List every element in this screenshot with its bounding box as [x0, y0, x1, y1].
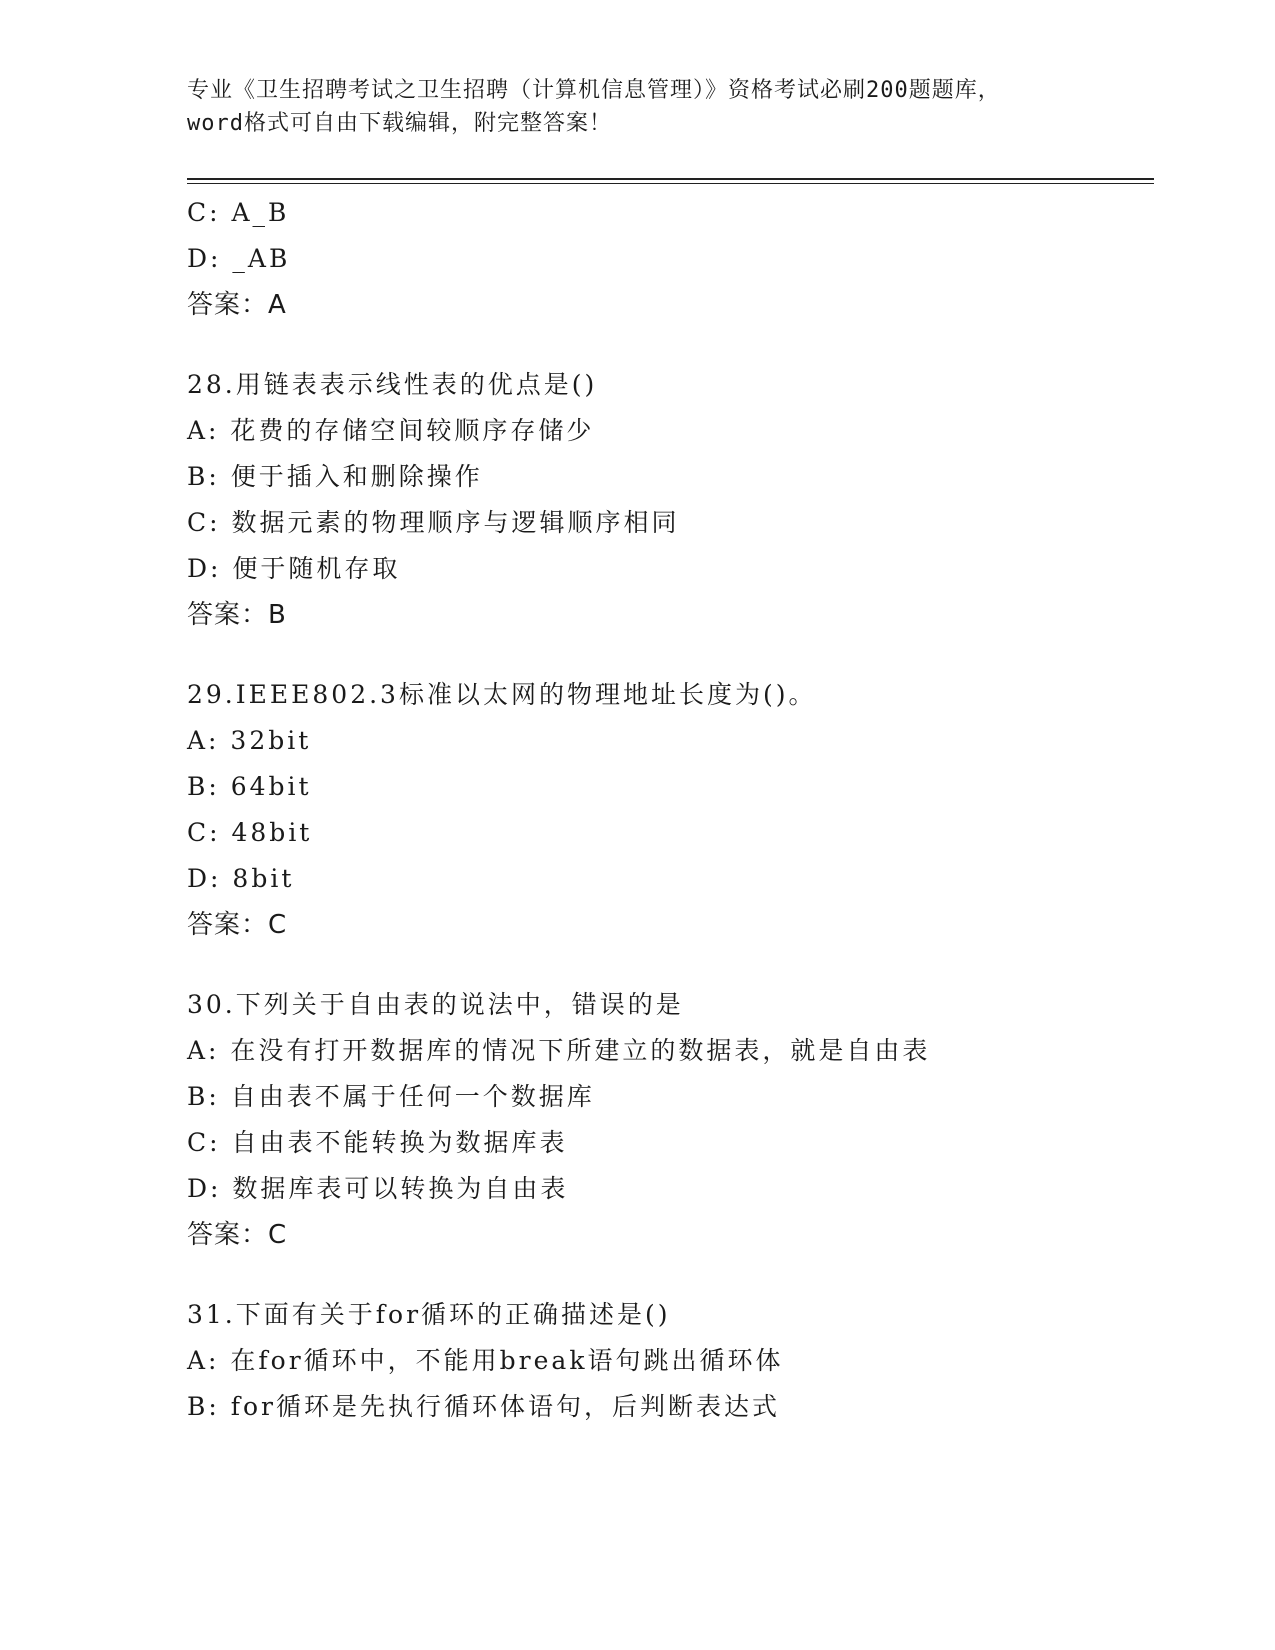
question-stem: 28.用链表表示线性表的优点是(): [187, 370, 598, 399]
question-fragment-27: [187, 190, 1167, 328]
option-a: A: 花费的存储空间较顺序存储少: [187, 416, 595, 445]
option-d: D: 数据库表可以转换为自由表: [187, 1174, 569, 1203]
option-d: D: 8bit: [187, 864, 295, 893]
document-header: [187, 74, 1167, 140]
question-28: [187, 362, 1167, 638]
option-c: C: 数据元素的物理顺序与逻辑顺序相同: [187, 508, 680, 537]
question-stem: 29.IEEE802.3标准以太网的物理地址长度为()。: [187, 680, 817, 709]
question-30: [187, 982, 1167, 1258]
option-a: A: 32bit: [187, 726, 312, 755]
option-b: B: 便于插入和删除操作: [187, 462, 483, 491]
question-31: [187, 1292, 1167, 1430]
option-c: C: 自由表不能转换为数据库表: [187, 1128, 568, 1157]
option-a: A: 在没有打开数据库的情况下所建立的数据表，就是自由表: [187, 1036, 931, 1065]
answer: 答案：C: [187, 1220, 288, 1250]
option-b: B: 64bit: [187, 772, 312, 801]
option-d: D: 便于随机存取: [187, 554, 401, 583]
answer: 答案：B: [187, 600, 287, 630]
option-b: B: 自由表不属于任何一个数据库: [187, 1082, 595, 1111]
option-d: D: _AB: [187, 244, 291, 273]
header-line-1: 专业《卫生招聘考试之卫生招聘（计算机信息管理）》资格考试必刷200题题库，: [187, 78, 1001, 103]
option-c: C: 48bit: [187, 818, 313, 847]
header-line-2: word格式可自由下载编辑，附完整答案！: [187, 111, 612, 136]
option-c: C: A_B: [187, 198, 290, 227]
option-b: B: for循环是先执行循环体语句，后判断表达式: [187, 1392, 780, 1421]
option-a: A: 在for循环中，不能用break语句跳出循环体: [187, 1346, 784, 1375]
answer: 答案：C: [187, 910, 288, 940]
question-list: [187, 190, 1167, 1430]
question-29: [187, 672, 1167, 948]
header-divider-thin: [187, 183, 1154, 184]
answer: 答案：A: [187, 290, 287, 320]
header-divider: [187, 178, 1154, 180]
question-stem: 31.下面有关于for循环的正确描述是(): [187, 1300, 671, 1329]
question-stem: 30.下列关于自由表的说法中，错误的是: [187, 990, 684, 1019]
